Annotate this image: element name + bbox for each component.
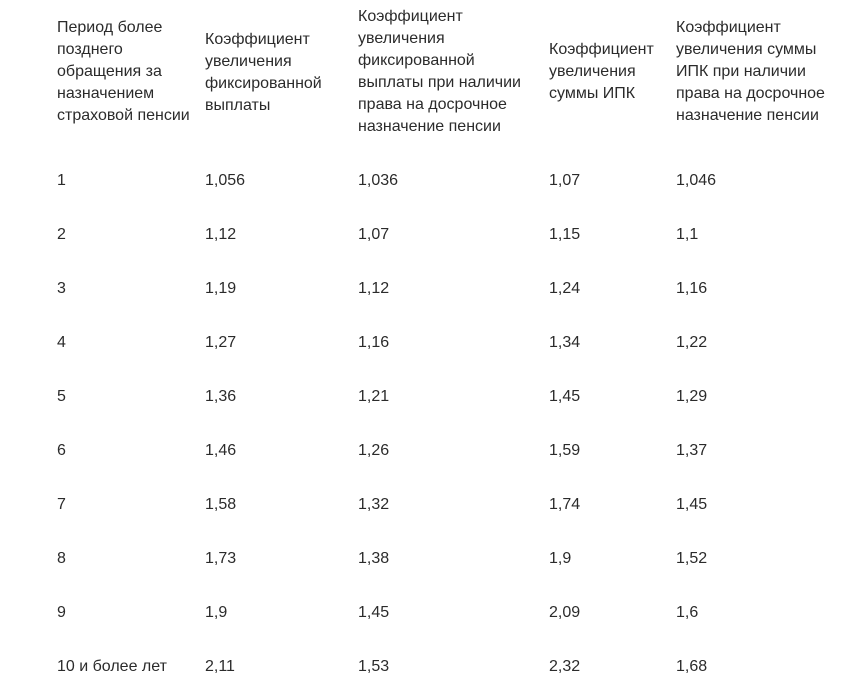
- coefficient-cell: 1,53: [358, 658, 390, 675]
- column-header-line: увеличения: [205, 53, 292, 70]
- coefficient-cell: 1,34: [549, 334, 581, 351]
- column-header-line: позднего: [57, 41, 123, 58]
- coefficient-cell: 1,45: [358, 604, 390, 621]
- coefficient-cell: 1,24: [549, 280, 581, 297]
- coefficient-cell: 1,58: [205, 496, 237, 513]
- coefficient-cell: 1,21: [358, 388, 390, 405]
- column-header-line: увеличения: [549, 63, 636, 80]
- column-header-line: выплаты при наличии: [358, 74, 521, 91]
- period-cell: 2: [57, 226, 66, 243]
- coefficient-cell: 2,32: [549, 658, 581, 675]
- period-cell: 6: [57, 442, 66, 459]
- column-header-line: Период более: [57, 19, 163, 36]
- column-header-line: Коэффициент: [549, 41, 654, 58]
- coefficient-cell: 1,36: [205, 388, 237, 405]
- coefficient-cell: 1,07: [549, 172, 581, 189]
- column-header-line: суммы ИПК: [549, 85, 636, 102]
- column-header-line: увеличения: [358, 30, 445, 47]
- column-header-2: [205, 29, 322, 117]
- coefficient-cell: 1,27: [205, 334, 237, 351]
- coefficient-cell: 1,46: [205, 442, 237, 459]
- period-cell: 5: [57, 388, 66, 405]
- column-header-line: фиксированной: [205, 75, 322, 92]
- coefficient-cell: 1,45: [676, 496, 708, 513]
- column-header-line: Коэффициент: [358, 8, 463, 25]
- column-header-line: Коэффициент: [205, 31, 310, 48]
- period-cell: 7: [57, 496, 66, 513]
- coefficient-cell: 1,19: [205, 280, 237, 297]
- coefficient-cell: 1,16: [676, 280, 708, 297]
- column-header-line: выплаты: [205, 97, 271, 114]
- period-cell: 3: [57, 280, 66, 297]
- column-header-3: [358, 6, 521, 138]
- coefficient-cell: 1,73: [205, 550, 237, 567]
- column-header-line: права на досрочное: [358, 96, 507, 113]
- coefficient-cell: 2,09: [549, 604, 581, 621]
- coefficient-cell: 1,6: [676, 604, 699, 621]
- coefficient-cell: 1,29: [676, 388, 708, 405]
- period-cell: 1: [57, 172, 66, 189]
- coefficient-cell: 1,59: [549, 442, 581, 459]
- coefficient-cell: 1,056: [205, 172, 246, 189]
- coefficient-cell: 1,38: [358, 550, 390, 567]
- column-header-4: [549, 39, 654, 105]
- coefficient-cell: 1,74: [549, 496, 581, 513]
- coefficient-cell: 1,036: [358, 172, 399, 189]
- column-header-line: ИПК при наличии: [676, 63, 806, 80]
- column-header-line: страховой пенсии: [57, 107, 190, 124]
- column-header-line: права на досрочное: [676, 85, 825, 102]
- column-header-5: [676, 17, 825, 127]
- coefficient-cell: 1,45: [549, 388, 581, 405]
- coefficient-cell: 1,15: [549, 226, 581, 243]
- coefficient-cell: 1,37: [676, 442, 708, 459]
- coefficient-cell: 1,22: [676, 334, 708, 351]
- column-header-line: назначение пенсии: [676, 107, 819, 124]
- coefficient-cell: 1,1: [676, 226, 699, 243]
- column-header-line: назначением: [57, 85, 155, 102]
- column-header-line: назначение пенсии: [358, 118, 501, 135]
- coefficient-cell: 1,16: [358, 334, 390, 351]
- coefficient-cell: 1,52: [676, 550, 708, 567]
- column-header-line: увеличения суммы: [676, 41, 817, 58]
- coefficient-cell: 1,9: [549, 550, 572, 567]
- coefficient-cell: 1,12: [205, 226, 237, 243]
- period-cell: 8: [57, 550, 66, 567]
- coefficient-cell: 2,11: [205, 658, 235, 675]
- column-header-line: Коэффициент: [676, 19, 781, 36]
- column-header-1: [57, 17, 190, 127]
- coefficient-cell: 1,046: [676, 172, 717, 189]
- coefficient-cell: 1,07: [358, 226, 390, 243]
- column-header-line: обращения за: [57, 63, 162, 80]
- coefficient-cell: 1,32: [358, 496, 390, 513]
- column-header-line: фиксированной: [358, 52, 475, 69]
- coefficient-cell: 1,26: [358, 442, 390, 459]
- coefficient-cell: 1,68: [676, 658, 708, 675]
- period-cell: 10 и более лет: [57, 658, 167, 675]
- period-cell: 9: [57, 604, 66, 621]
- coefficient-cell: 1,12: [358, 280, 390, 297]
- coefficient-cell: 1,9: [205, 604, 228, 621]
- period-cell: 4: [57, 334, 66, 351]
